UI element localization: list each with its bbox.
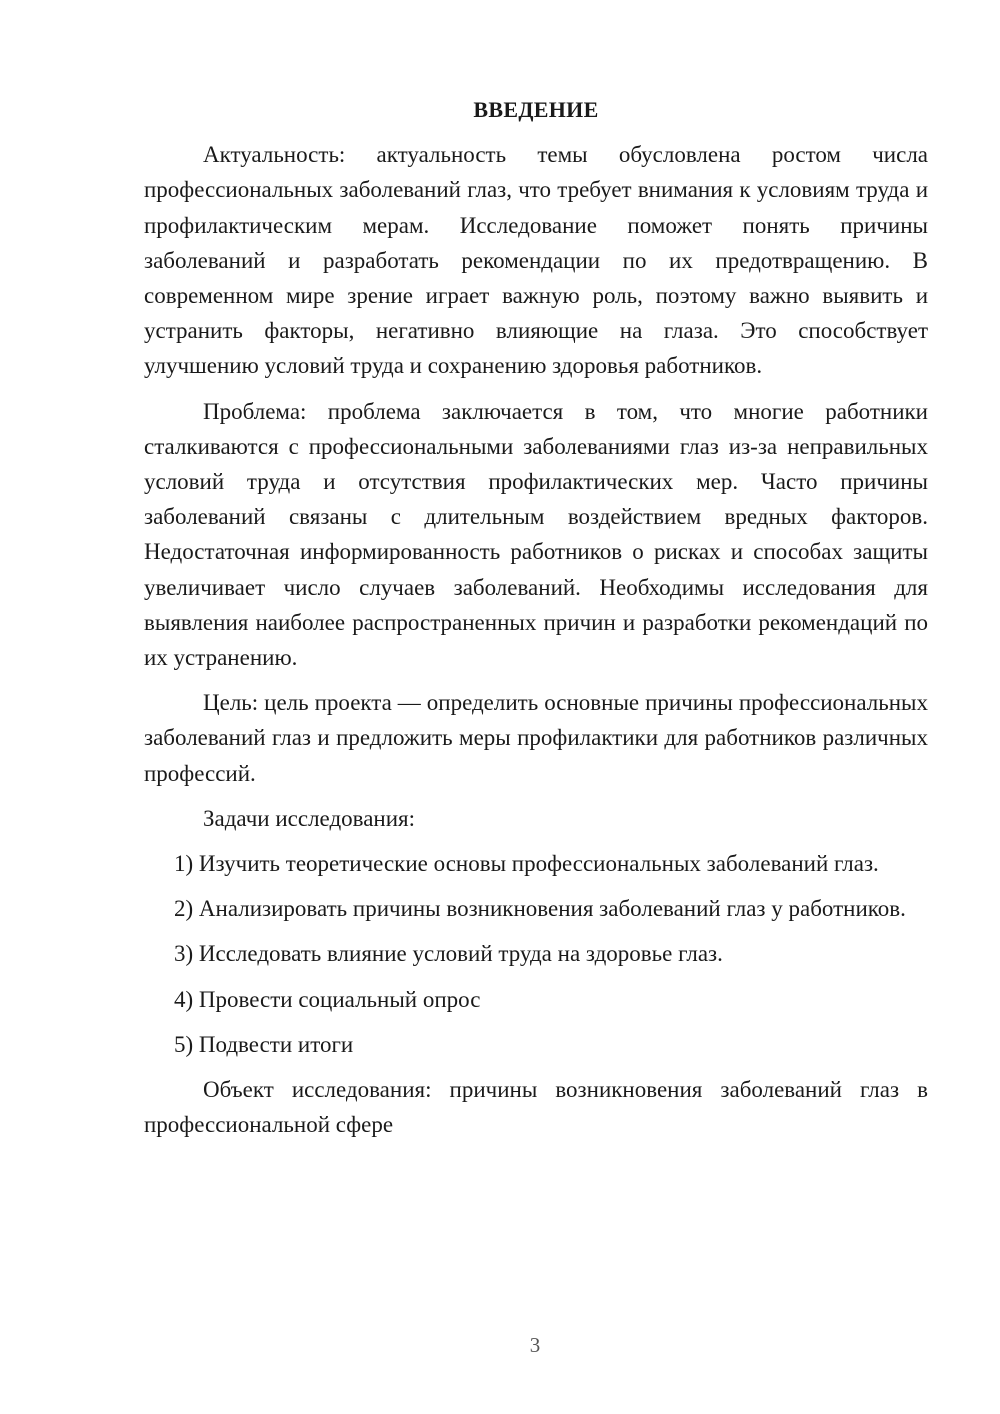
- document-page: [144, 92, 928, 1152]
- page-number: 3: [529, 1333, 541, 1357]
- task-item-4: 4) Провести социальный опрос: [174, 986, 481, 1012]
- paragraph-relevance: Актуальность: актуальность темы обусловлена ростом числа профессиональных заболеваний глаз, что требует внимания к условиям труда и профилактическим мерам. Исследование поможет понять причины заболеваний и разработать рекомендации по их предотвращению. В современном мире зрение играет важную роль, поэтому важно выявить и устранить факторы, негативно влияющие на глаза. Это способствует улучшению условий труда и сохранению здоровья работников.: [144, 142, 928, 379]
- task-item-5: 5) Подвести итоги: [174, 1031, 354, 1057]
- tasks-heading: Задачи исследования:: [203, 805, 416, 831]
- task-item-2: 2) Анализировать причины возникновения заболеваний глаз у работников.: [174, 896, 906, 922]
- paragraph-goal: Цель: цель проекта — определить основные причины профессиональных заболеваний глаз и предложить меры профилактики для работников различных профессий.: [144, 690, 928, 786]
- task-item-1: 1) Изучить теоретические основы профессиональных заболеваний глаз.: [174, 851, 879, 877]
- task-item-3: 3) Исследовать влияние условий труда на здоровье глаз.: [174, 941, 723, 967]
- page-title: ВВЕДЕНИЕ: [473, 97, 599, 122]
- paragraph-problem: Проблема: проблема заключается в том, что многие работники сталкиваются с профессиональными заболеваниями глаз из-за неправильных условий труда и отсутствия профилактических мер. Часто причины заболеваний связаны с длительным воздействием вредных факторов. Недостаточная информированность работников о рисках и способах защиты увеличивает число случаев заболеваний. Необходимы исследования для выявления наиболее распространенных причин и разработки рекомендаций по их устранению.: [144, 398, 928, 671]
- paragraph-object: Объект исследования: причины возникновения заболеваний глаз в профессиональной сфере: [144, 1077, 928, 1138]
